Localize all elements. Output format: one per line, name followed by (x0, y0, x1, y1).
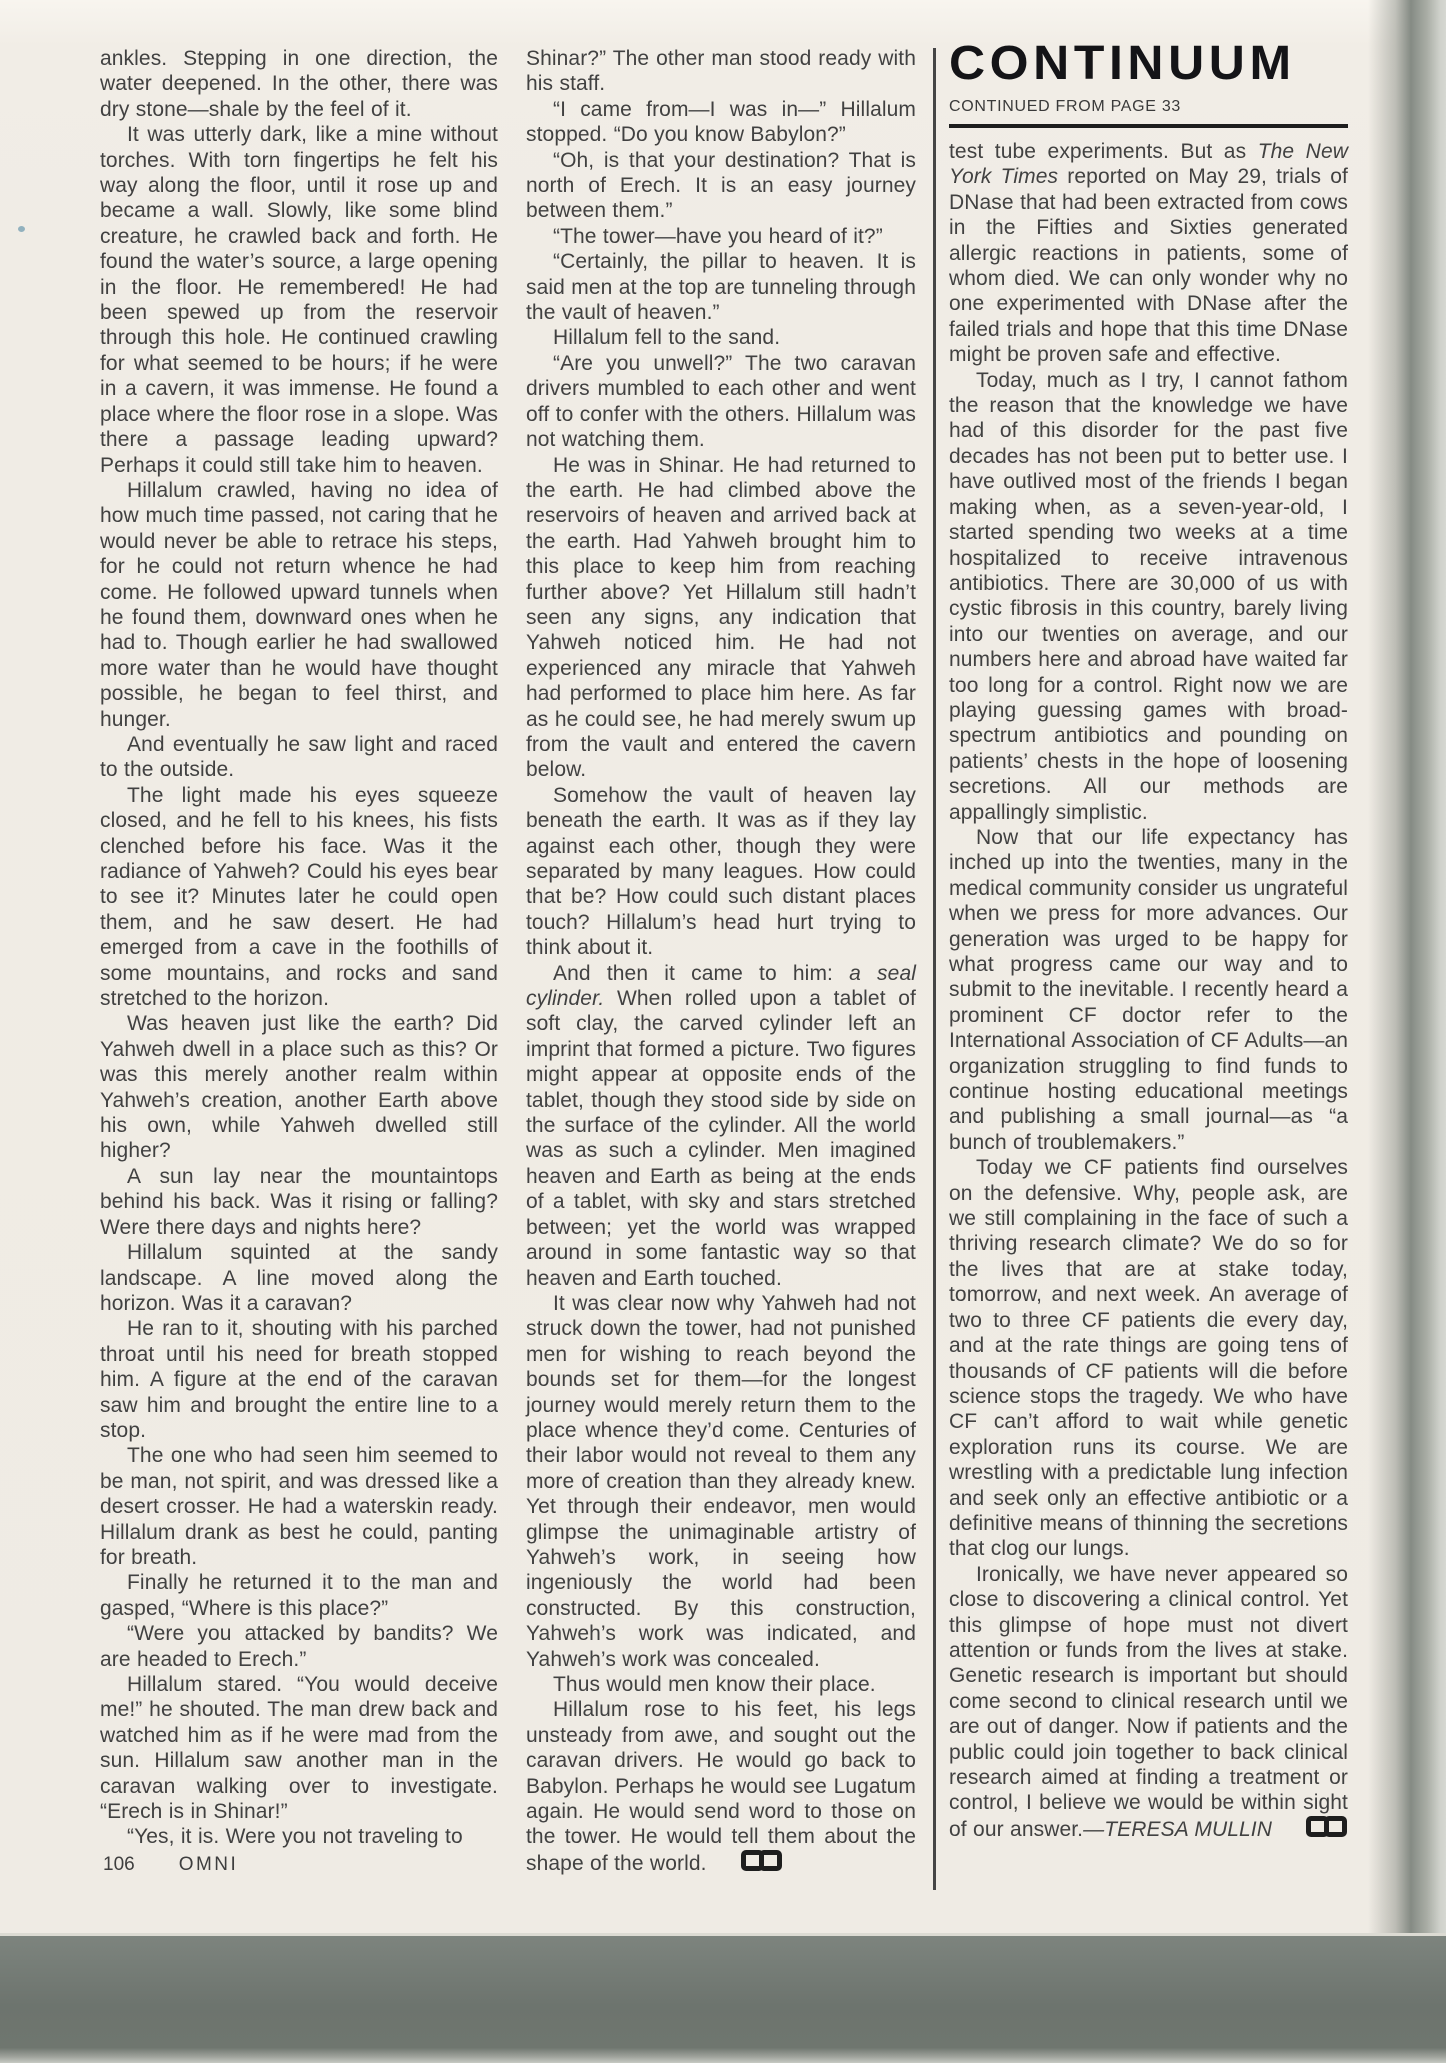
end-of-article-icon (714, 1850, 782, 1877)
text-run: Was heaven just like the earth? Did Yahweh dwell in a place such as this? Or was this merely another realm within Yahweh’s creation, another Earth above his own, while Yahweh dwelled still higher? (100, 1012, 498, 1163)
paragraph (949, 1562, 1348, 1843)
text-run: test tube experiments. But as (949, 140, 1258, 163)
paragraph (526, 1291, 916, 1672)
text-run: “The tower—have you heard of it?” (553, 224, 883, 248)
paragraph (526, 1697, 916, 1877)
text-run: Ironically, we have never appeared so close to discovering a clinical control. Yet this glimpse of hope must not divert attention or funds from the lives at stake. Genetic research is important but should come second to clinical research until we are out of danger. Now if patients and the public could join together to back clinical research aimed at finding a treatment or control, I believe we would be within sight of our answer. (949, 1562, 1348, 1841)
text-run: It was clear now why Yahweh had not struck down the tower, had not punished men for wishing to reach beyond the bounds set for them—for the longest journey would merely return them to the place whence they’d come. Centuries of their labor would not reveal to them any more of creation than they already knew. Yet through their endeavor, men would glimpse the unimaginable artistry of Yahweh’s work, in seeing how ingeniously the world had been constructed. By this construction, Yahweh’s work was indicated, and Yahweh’s work was concealed. (526, 1291, 916, 1671)
text-run: “I came from—I was in—” Hillalum stopped. “Do you know Babylon?” (526, 97, 916, 147)
paragraph (526, 783, 916, 961)
scan-artifact-dot (18, 226, 25, 232)
text-run: The light made his eyes squeeze closed, and he fell to his knees, his fists clenched before his face. Was it the radiance of Yahweh? Could his eyes bear to see it? Minutes later he could open them, and he saw desert. He had emerged from a cave in the foothills of some mountains, and rocks and sand stretched to the horizon. (100, 783, 498, 1011)
paragraph (526, 961, 916, 1291)
text-run: Hillalum rose to his feet, his legs unsteady from awe, and sought out the caravan drivers. He would go back to Babylon. Perhaps he would see Lugatum again. He would send word to those on the tower. He would tell them about the shape of the world. (526, 1698, 916, 1875)
paragraph (949, 139, 1348, 368)
paragraph (526, 224, 916, 249)
text-run: The one who had seen him seemed to be man, not spirit, and was dressed like a desert crosser. He had a waterskin ready. Hillalum drank as best he could, panting for breath. (100, 1444, 498, 1569)
paragraph (100, 478, 498, 732)
text-run: “Were you attacked by bandits? We are headed to Erech.” (100, 1622, 498, 1671)
paragraph (526, 46, 916, 97)
text-run: Thus would men know their place. (553, 1673, 876, 1696)
text-run: Today, much as I try, I cannot fathom the reason that the knowledge we have had of this disorder for the past five decades has not been put to better use. I have outlived most of the friends I began making when, as a seven-year-old, I started spending two weeks at a time hospitalized to receive intravenous antibiotics. There are 30,000 of us with cystic fibrosis in this country, barely living into our twenties on average, and our numbers here and abroad have waited far too long for a control. Right now we are playing guessing games with broad-spectrum antibiotics and pounding on patients’ chests in the hope of loosening secretions. All our methods are appallingly simplistic. (949, 368, 1348, 824)
text-run: Finally he returned it to the man and gasped, “Where is this place?” (100, 1571, 498, 1620)
text-run: Now that our life expectancy has inched up into the twenties, many in the medical community consider us ungrateful when we press for more advances. Our generation was urged to be happy for what progress came our way and to submit to the inevitable. I recently heard a prominent CF doctor refer to the International Association of CF Adults—an organization struggling to find funds to continue hosting educational meetings and publishing a small journal—as “a bunch of troublemakers.” (949, 825, 1348, 1154)
continuum-logo: CONTINUUM (949, 37, 1296, 90)
text-run: And then it came to him: (553, 961, 850, 985)
paragraph (100, 46, 498, 122)
text-run: He was in Shinar. He had returned to the earth. He had climbed above the reservoirs of heaven and arrived back at the earth. Had Yahweh brought him to this place to keep him from reaching further above? Yet Hillalum still hadn’t seen any signs, any indication that Yahweh noticed him. He had not experienced any miracle that Yahweh had performed to place him here. As far as he could see, he had merely swum up from the vault and entered the cavern below. (526, 453, 916, 782)
paragraph (100, 1621, 498, 1672)
scanner-bed-band (0, 1933, 1446, 2063)
text-run: When rolled upon a tablet of soft clay, the carved cylinder left an imprint that formed a picture. Two figures might appear at opposite ends of the tablet, though they stood side by side on the surface of the cylinder. All the world was as such a cylinder. Men imagined heaven and Earth as being at the ends of a tablet, with sky and stars stretched between; yet the world was wrapped around in some fantastic way so that heaven and Earth touched. (526, 987, 916, 1290)
end-mark-right-glyph (1324, 1816, 1347, 1837)
text-run: And eventually he saw light and raced to the outside. (100, 732, 498, 782)
text-run: “Are you unwell?” The two caravan drivers mumbled to each other and went off to confer with the others. Hillalum was not watching them. (526, 351, 916, 452)
page-number: 106 (103, 1854, 135, 1875)
paragraph (100, 1443, 498, 1570)
paragraph (100, 732, 498, 783)
text-run: “Oh, is that your destination? That is north of Erech. It is an easy journey between them.” (526, 148, 916, 223)
text-run: Shinar?” The other man stood ready with his staff. (526, 47, 916, 96)
paragraph (100, 1011, 498, 1163)
text-run: reported on May 29, trials of DNase that had been extracted from cows in the Fifties and Sixties generated allergic reactions in patients, some of whom died. We can only wonder why no one experimented with DNase after the failed trials and hope that this time DNase might be proven safe and effective. (949, 165, 1348, 367)
text-run: He ran to it, shouting with his parched throat until his need for breath stopped him. A figure at the end of the caravan saw him and brought the entire line to a stop. (100, 1317, 498, 1442)
continued-from-note: CONTINUED FROM PAGE 33 (949, 98, 1182, 115)
paragraph (100, 122, 498, 478)
paragraph (100, 1672, 498, 1824)
paragraph (100, 1240, 498, 1316)
text-run: Somehow the vault of heaven lay beneath the earth. It was as if they lay against each other, though they were separated by many leagues. How could that be? How could such distant places touch? Hillalum’s head hurt trying to think about it. (526, 783, 916, 960)
text-run: Hillalum stared. “You would deceive me!” he shouted. The man drew back and watched him as if he were mad from the sun. Hillalum saw another man in the caravan walking over to investigate. “Erech is in Shinar!” (100, 1673, 498, 1824)
paragraph (526, 249, 916, 325)
page-gutter-shadow (1368, 0, 1446, 2063)
paragraph (526, 325, 916, 350)
paragraph (526, 148, 916, 224)
text-run: Today we CF patients find ourselves on the defensive. Why, people ask, are we still complaining in the face of such a thriving research climate? We do so for the lives that are at stake today, tomorrow, and next week. An average of two to three CF patients die every day, and at the rate things are going tens of thousands of CF patients will die before science stops the tragedy. We who have CF can’t afford to wait while genetic exploration runs its course. We are wrestling with a predictable lung infection and seek only an effective antibiotic or a definitive means of thinning the secretions that clog our lungs. (949, 1156, 1348, 1561)
paragraph (526, 351, 916, 453)
paragraph (100, 1164, 498, 1240)
paragraph (949, 825, 1348, 1155)
paragraph (949, 1155, 1348, 1562)
text-run: ankles. Stepping in one direction, the water deepened. In the other, there was dry stone—shale by the feel of it. (100, 47, 498, 121)
paragraph (949, 368, 1348, 825)
end-of-article-icon (1279, 1816, 1347, 1843)
text-run: —TERESA MULLIN (1083, 1817, 1273, 1841)
story-column-2 (526, 46, 916, 1877)
text-run: It was utterly dark, like a mine without torches. With torn fingertips he felt his way along the floor, until it rose up and became a wall. Slowly, like some blind creature, he crawled back and forth. He found the water’s source, a large opening in the floor. He remembered! He had been spewed up from the reservoir through this hole. He continued crawling for what seemed to be hours; if he were in a cavern, it was immense. He found a place where the floor rose in a slope. Was there a passage leading upward? Perhaps it could still take him to heaven. (100, 123, 498, 477)
paragraph (100, 1570, 498, 1621)
text-run: A sun lay near the mountaintops behind his back. Was it rising or falling? Were there days and nights here? (100, 1164, 498, 1239)
page-footer (103, 1854, 238, 1876)
paragraph (100, 1316, 498, 1443)
continuum-section (949, 37, 1348, 1843)
kicker-rule (949, 124, 1348, 128)
story-column-1 (100, 46, 498, 1850)
magazine-name: OMNI (178, 1854, 239, 1875)
text-run: Hillalum crawled, having no idea of how much time passed, not caring that he would never be able to retrace his steps, for he could not return whence he had come. He followed upward tunnels when he found them, downward ones when he had to. Though earlier he had swallowed more water than he would have thought possible, he began to feel thirst, and hunger. (100, 478, 498, 731)
text-run: Hillalum fell to the sand. (553, 326, 781, 350)
paragraph (100, 1824, 498, 1849)
paragraph (526, 453, 916, 783)
end-mark-right-glyph (759, 1850, 782, 1871)
text-run: “Certainly, the pillar to heaven. It is said men at the top are tunneling through the vault of heaven.” (526, 250, 916, 325)
paragraph (526, 1672, 916, 1697)
continuum-column (949, 139, 1348, 1843)
column-divider-rule (933, 48, 936, 1890)
text-run: The New York Times (949, 140, 1348, 189)
paragraph (100, 783, 498, 1012)
paragraph (526, 97, 916, 148)
text-run: “Yes, it is. Were you not traveling to (127, 1825, 463, 1849)
text-run: a seal cylinder. (526, 961, 916, 1011)
text-run: Hillalum squinted at the sandy landscape. A line moved along the horizon. Was it a caravan? (100, 1241, 498, 1315)
